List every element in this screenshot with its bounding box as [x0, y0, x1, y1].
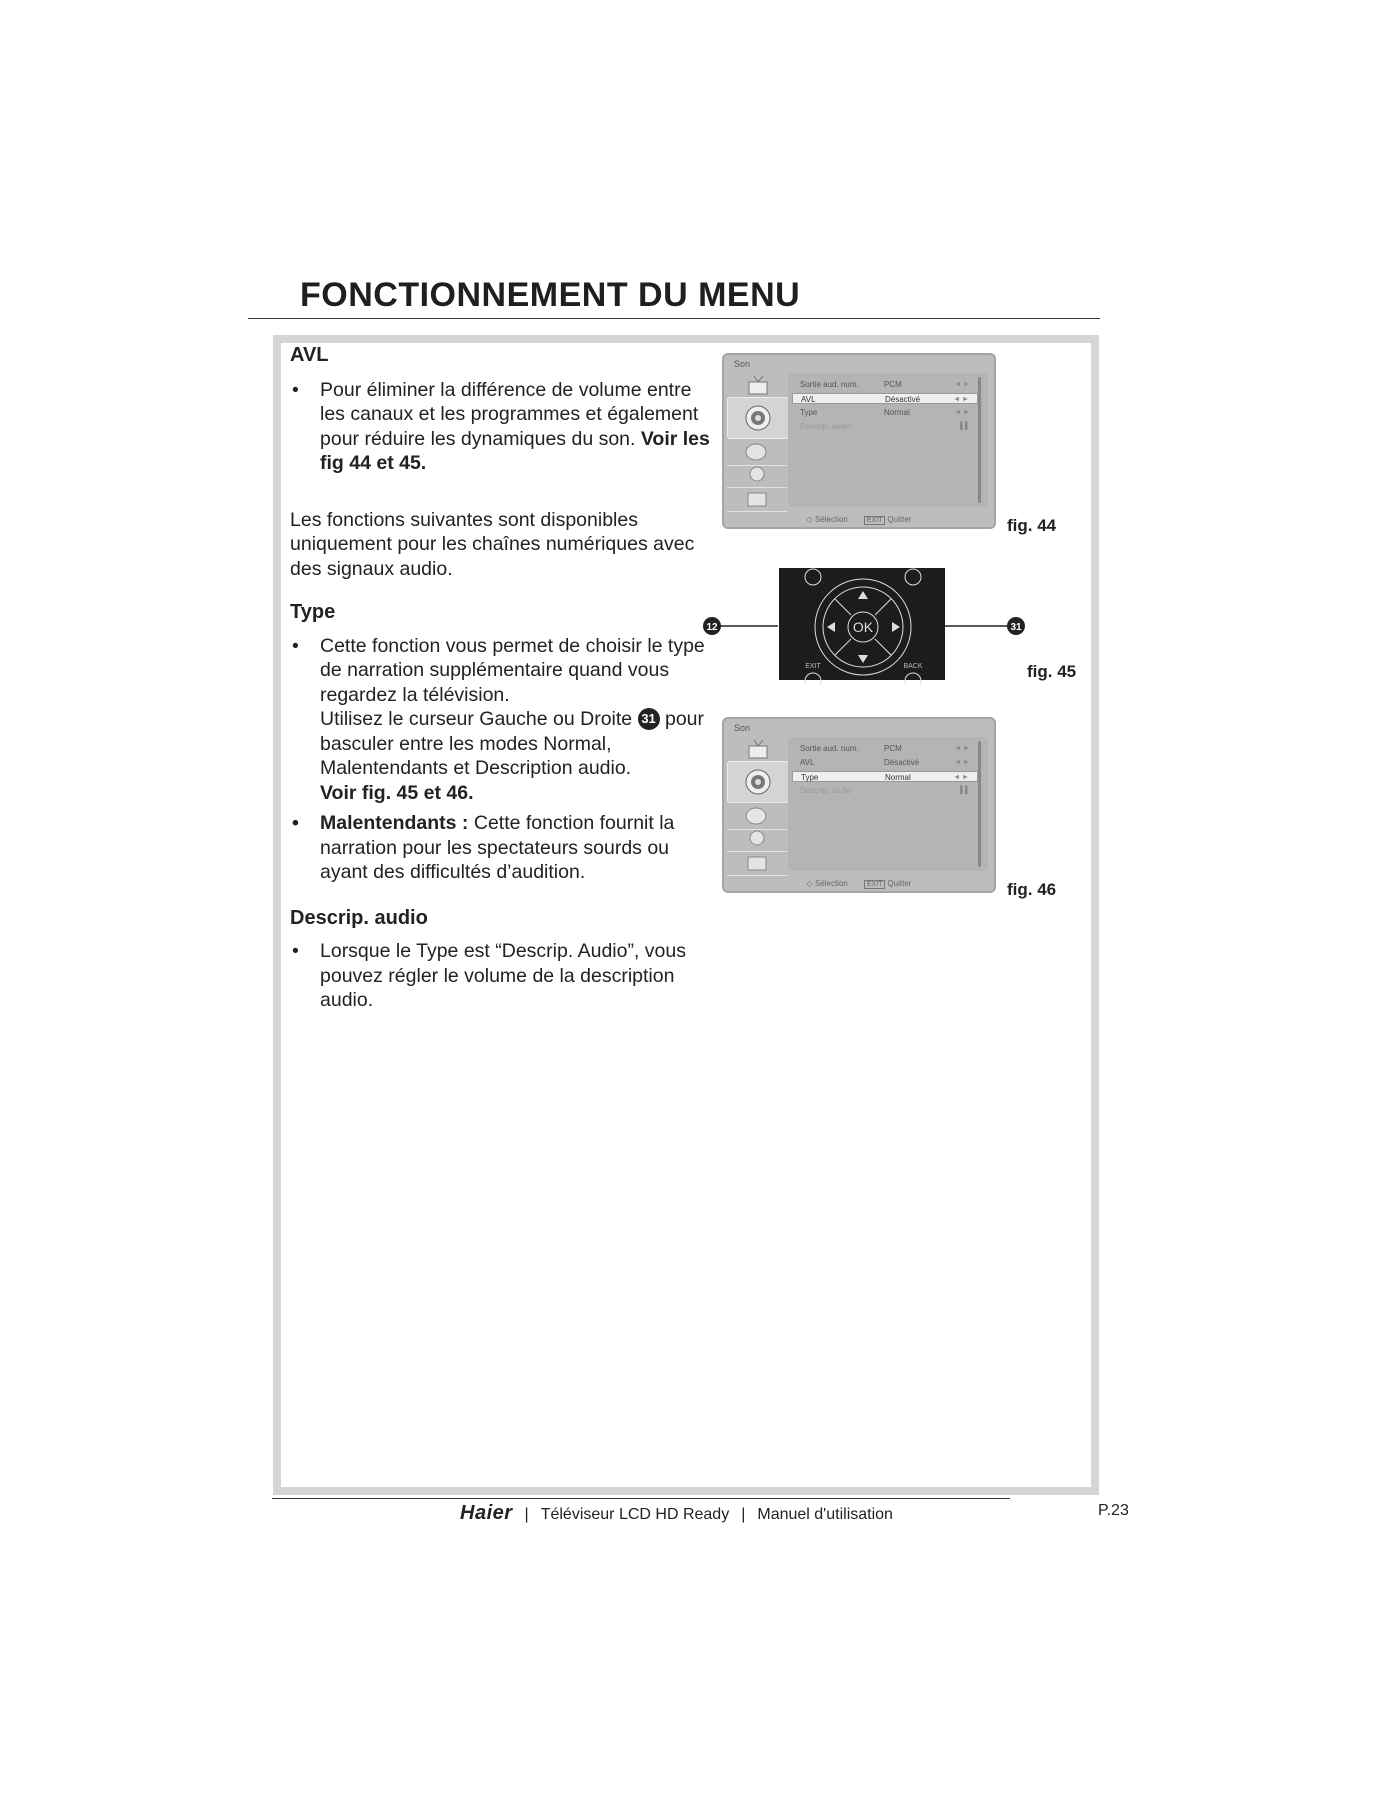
fig46-scrollbar	[978, 741, 981, 867]
sound-tab-active	[727, 397, 789, 439]
haier-logo: Haier	[460, 1502, 513, 1524]
fig44-menu-panel	[788, 373, 988, 507]
menu-row: Descrip. audio ▌▌	[800, 786, 970, 795]
avl-bullet-text: Pour éliminer la différence de volume entre les canaux et les programmes et également pour réduire les dynamiques du son.	[320, 378, 699, 450]
fig46-label: fig. 46	[1007, 880, 1057, 899]
tv-tab-setup	[727, 461, 787, 488]
fig44-label: fig. 44	[1007, 516, 1057, 535]
type-bullet-2-term: Malentendants :	[320, 812, 474, 834]
fig44-menu-title: Son	[734, 359, 751, 369]
menu-row: Type Normal ◄ ►	[800, 408, 970, 417]
menu-row: AVL Désactivé ◄ ►	[800, 758, 970, 767]
page-footer: Haier | Téléviseur LCD HD Ready | Manuel d'utilisation	[460, 1502, 893, 1524]
descrip-bullet: • Lorsque le Type est “Descrip. Audio”, vous pouvez régler le volume de la description audio.	[292, 940, 686, 1011]
fig46-menu-footer: ◇ Sélection EXIT Quitter	[806, 879, 912, 888]
fig46-menu-sidebar	[727, 737, 789, 872]
descrip-heading: Descrip. audio	[290, 906, 428, 929]
badge-31-label: 31	[1010, 622, 1022, 633]
avl-bullet: • Pour éliminer la différence de volume entre les canaux et les programmes et également pour réduire les dynamiques du son. Voir les fig 44 et 45.	[292, 378, 710, 474]
nav-arrows-icon: ◇	[806, 515, 813, 524]
sound-tab-active	[727, 761, 789, 803]
fig46-menu-screenshot	[722, 717, 996, 893]
exit-button-label: EXIT	[805, 663, 821, 670]
camera-icon	[745, 852, 769, 872]
speaker-icon	[744, 768, 772, 796]
tv-tab-setup	[727, 825, 787, 852]
menu-row: Sortie aud. num. PCM ◄ ►	[800, 744, 970, 753]
fig46-menu-title: Son	[734, 723, 751, 733]
avl-heading: AVL	[290, 344, 329, 366]
badge-12-label: 12	[706, 622, 718, 633]
fig46-menu-panel	[788, 737, 988, 871]
nav-arrows-icon: ◇	[806, 879, 813, 888]
type-bullet-1-text: Cette fonction vous permet de choisir le type de narration supplémentaire quand vous regardez la télévision.	[320, 634, 705, 706]
fig45-remote-diagram	[700, 565, 1030, 685]
menu-row: Descrip. audio ▌▌	[800, 422, 970, 431]
avl-bullet-ref: Voir les fig 44 et 45.	[320, 427, 710, 474]
tv-tab-lock	[727, 485, 787, 512]
footer-product: Téléviseur LCD HD Ready	[540, 1506, 730, 1523]
fig45-label: fig. 45	[1027, 662, 1077, 681]
fig44-menu-footer: ◇ Sélection EXIT Quitter	[806, 515, 912, 524]
menu-row-selected: AVL Désactivé ◄ ►	[792, 393, 978, 404]
back-button-label: BACK	[903, 663, 923, 670]
fig44-scrollbar	[978, 377, 981, 503]
type-bullet-1: • Cette fonction vous permet de choisir le type de narration supplémentaire quand vous regardez la télévision. Utilisez le curseur Gauche ou Droite 31 pour basculer entre les modes Normal, Malentendants et Description audio. Voir fig. 45 et 46.	[292, 634, 705, 804]
type-bullet-1-ref: Voir fig. 45 et 46.	[320, 781, 474, 804]
speaker-icon	[744, 404, 772, 432]
type-bullet-2: • Malentendants : Cette fonction fournit la narration pour les spectateurs sourds ou ayant des difficultés d’audition.	[292, 812, 675, 883]
camera-icon	[745, 488, 769, 508]
gear-icon	[745, 828, 769, 848]
tv-icon	[747, 375, 769, 395]
footer-divider	[272, 1498, 1010, 1499]
type-bullet-1-cursor: Utilisez le curseur Gauche ou Droite	[320, 708, 638, 730]
clock-icon	[743, 806, 769, 826]
page-number: P.23	[1098, 1502, 1129, 1519]
page-title: FONCTIONNEMENT DU MENU	[300, 276, 801, 314]
tv-icon	[747, 739, 769, 759]
digital-note: Les fonctions suivantes sont disponibles uniquement pour les chaînes numériques avec des signaux audio.	[290, 508, 695, 580]
descrip-bullet-text: Lorsque le Type est “Descrip. Audio”, vous pouvez régler le volume de la description audio.	[320, 940, 686, 1011]
tv-tab-lock	[727, 849, 787, 876]
fig44-menu-sidebar	[727, 373, 789, 508]
fig44-menu-screenshot	[722, 353, 996, 529]
menu-row-selected: Type Normal ◄ ►	[792, 771, 978, 782]
type-heading: Type	[290, 601, 336, 623]
footer-manual: Manuel d'utilisation	[757, 1506, 893, 1523]
gear-icon	[745, 464, 769, 484]
tv-tab-picture	[727, 373, 787, 400]
tv-tab-picture	[727, 737, 787, 764]
clock-icon	[743, 442, 769, 462]
text-column	[290, 343, 710, 1013]
menu-row: Sortie aud. num. PCM ◄ ►	[800, 380, 970, 389]
type-bullet-1-modes: pour basculer entre les modes Normal, Malentendants et Description audio.	[320, 708, 705, 779]
button-31-badge: 31	[638, 708, 660, 730]
title-divider	[248, 318, 1100, 319]
ok-button-label: OK	[852, 619, 874, 635]
type-bullet-2-text: Cette fonction fournit la narration pour les spectateurs sourds ou ayant des difficultés d’audition.	[320, 812, 675, 883]
